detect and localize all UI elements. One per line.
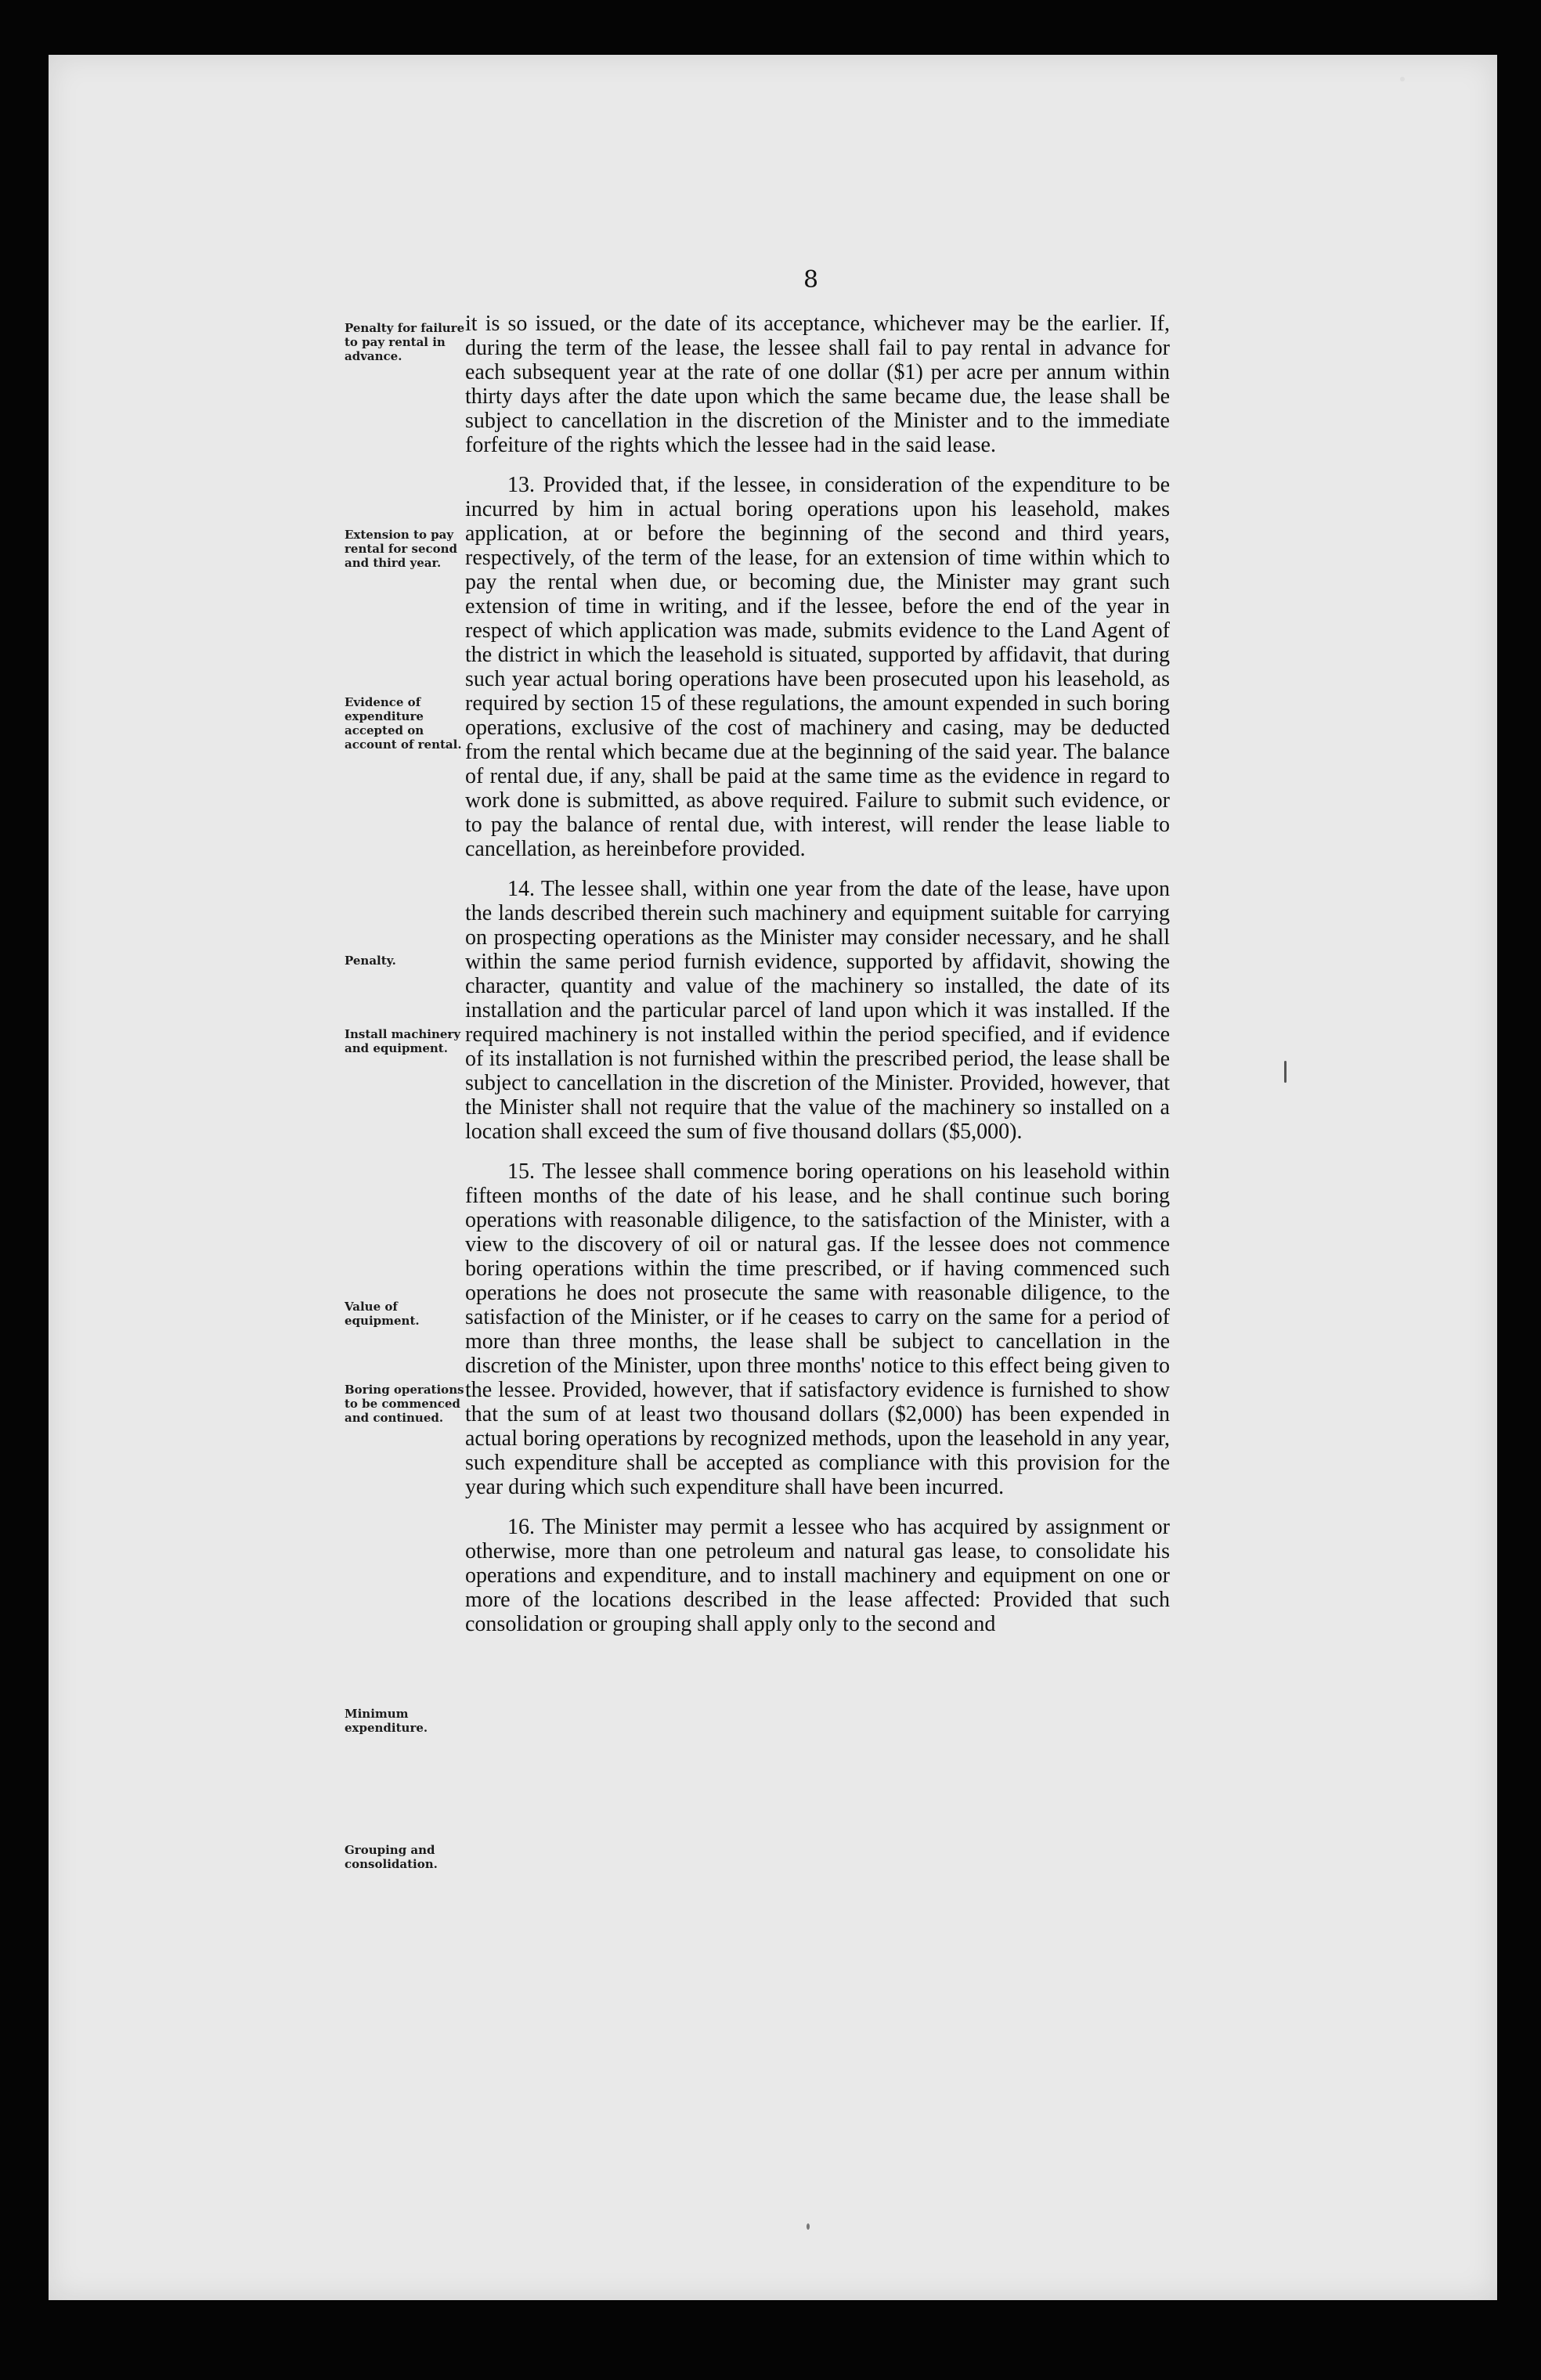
scan-speck	[1400, 77, 1405, 81]
margin-note-install-machinery: Install machinery and equipment.	[345, 1027, 461, 1055]
margin-note-boring-operations: Boring operations to be commenced and continued.	[345, 1383, 464, 1425]
paragraph-13	[465, 473, 1170, 861]
paragraph-14	[465, 877, 1170, 1144]
section-number: 15.	[507, 1159, 535, 1184]
section-number: 14.	[507, 877, 535, 901]
paragraph-text: it is so issued, or the date of its acceptance, whichever may be the earlier. If, during the term of the lease, the lessee shall fail to pay rental in advance for each subsequent year at the rate of one dollar ($1) per acre per annum within thirty days after the date upon which the same became due, the lease shall be subject to cancellation in the discretion of the Minister and to the immediate forfeiture of the rights which the lessee had in the said lease.	[465, 312, 1170, 457]
paragraph-text: The lessee shall, within one year from the date of the lease, have upon the lands described therein such machinery and equipment suitable for carrying on prospecting operations as the Minister may consider necessary, and he shall within the same period furnish evidence, supported by affidavit, showing the character, quantity and value of the machinery so installed, the date of its installation and the particular parcel of land upon which it was installed. If the required machinery is not installed within the period specified, and if evidence of its installation is not furnished within the prescribed period, the lease shall be subject to cancellation in the discretion of the Minister. Provided, however, that the Minister shall not require that the value of the machinery so installed on a location shall exceed the sum of five thousand dollars ($5,000).	[465, 877, 1170, 1144]
page-number: 8	[803, 266, 819, 294]
margin-note-penalty: Penalty.	[345, 954, 396, 968]
paragraph-text: Provided that, if the lessee, in consideration of the expenditure to be incurred by him in actual boring operations upon his leasehold, makes application, at or before the beginning of the second and third years, respectively, of the term of the lease, for an extension of time within which to pay the rental when due, or becoming due, the Minister may grant such extension of time in writing, and if the lessee, before the end of the year in respect of which application was made, submits evidence to the Land Agent of the district in which the leasehold is situated, supported by affidavit, that during such year actual boring operations have been prosecuted upon his leasehold, as required by section 15 of these regulations, the amount expended in such boring operations, exclusive of the cost of machinery and casing, may be deducted from the rental which became due at the beginning of the said year. The balance of rental due, if any, shall be paid at the same time as the evidence in regard to work done is submitted, as above required. Failure to submit such evidence, or to pay the balance of rental due, with interest, will render the lease liable to cancellation, as hereinbefore provided.	[465, 473, 1171, 861]
margin-note-minimum-expenditure: Minimum expenditure.	[345, 1707, 428, 1735]
paragraph-text: The lessee shall commence boring operations on his leasehold within fifteen months of the date of his lease, and he shall continue such boring operations with reasonable diligence, to the satisfaction of the Minister, with a view to the discovery of oil or natural gas. If the lessee does not commence boring operations within the time prescribed, or if having commenced such operations he does not prosecute the same with reasonable diligence, to the satisfaction of the Minister, or if he ceases to carry on the same for a period of more than three months, the lease shall be subject to cancellation in the discretion of the Minister, upon three months' notice to this effect being given to the lessee. Provided, however, that if satisfactory evidence is furnished to show that the sum of at least two thousand dollars ($2,000) has been expended in actual boring operations by recognized methods, upon the leasehold in any year, such expenditure shall be accepted as compliance with this provision for the year during which such expenditure shall have been incurred.	[465, 1159, 1170, 1499]
paragraph-15	[465, 1159, 1170, 1499]
margin-note-grouping: Grouping and consolidation.	[345, 1843, 438, 1871]
paragraph-16	[465, 1515, 1170, 1636]
paragraph-text: The Minister may permit a lessee who has acquired by assignment or otherwise, more than one petroleum and natural gas lease, to consolidate his operations and expenditure, and to install machinery and equipment on one or more of the locations described in the lease affected: Provided that such consolidation or grouping shall apply only to the second and	[465, 1515, 1170, 1636]
body-text	[465, 312, 1170, 1652]
paragraph-12-continued	[465, 312, 1170, 457]
margin-note-evidence: Evidence of expenditure accepted on account of rental.	[345, 695, 462, 752]
margin-note-penalty-rental: Penalty for failure to pay rental in advance.	[345, 321, 465, 363]
scan-mark	[1284, 1061, 1287, 1083]
section-number: 13.	[507, 473, 535, 497]
scan-mark	[807, 2223, 810, 2230]
section-number: 16.	[507, 1515, 535, 1539]
margin-note-value-equipment: Value of equipment.	[345, 1300, 420, 1328]
margin-note-extension: Extension to pay rental for second and third year.	[345, 528, 458, 570]
